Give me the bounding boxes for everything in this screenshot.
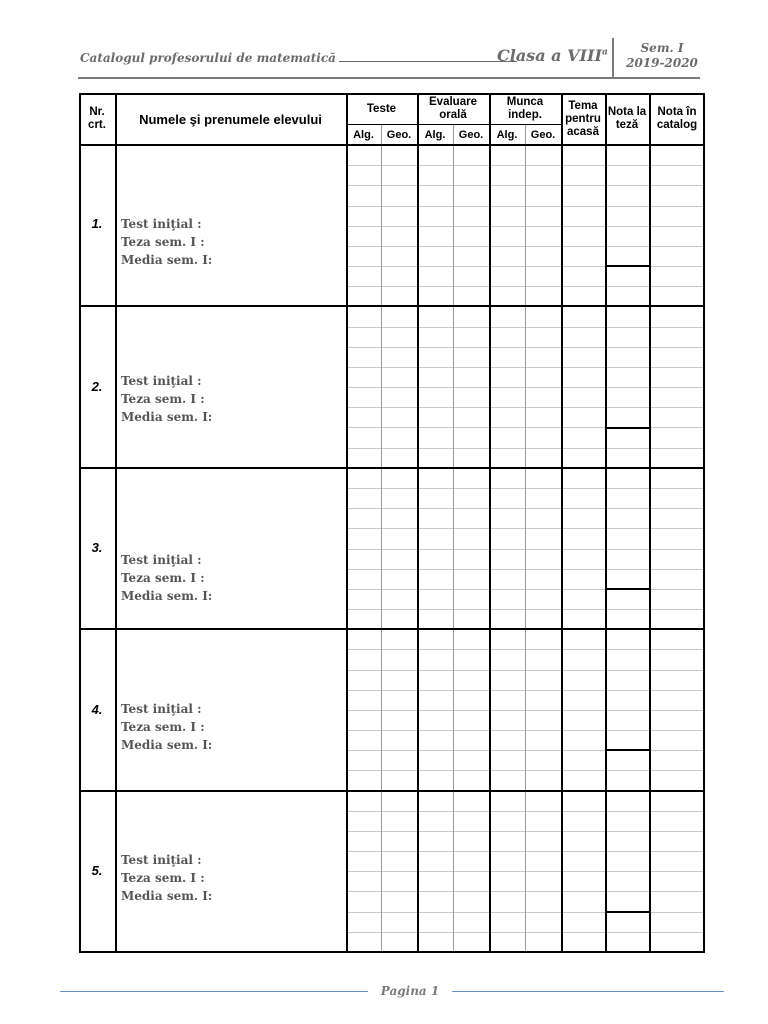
header-teste: Teste — [366, 102, 397, 115]
title-underline — [339, 52, 517, 62]
row-number: 4. — [91, 702, 103, 717]
footer-rule-left — [60, 991, 368, 992]
column-border — [703, 93, 705, 952]
label-teza: Teza sem. I : — [121, 871, 205, 885]
header-student-name: Numele şi prenumele elevului — [139, 111, 322, 127]
row-number: 3. — [91, 540, 103, 555]
semester-info — [622, 41, 702, 71]
row-border — [79, 628, 705, 630]
label-test-initial: Test iniţial : — [121, 374, 202, 388]
column-border — [561, 93, 563, 952]
class-label: Clasa a VIII$^a$ — [497, 46, 608, 65]
sub-header-teste-geo: Geo. — [386, 128, 412, 141]
header-nr-crt: Nr. crt. — [88, 106, 106, 131]
column-border — [79, 93, 81, 952]
subcolumn-divider — [525, 125, 526, 952]
footer-rule-right — [452, 991, 724, 992]
subcolumn-divider — [453, 125, 454, 952]
row-border — [79, 305, 705, 307]
teza-box-divider — [605, 911, 650, 913]
row-number: 1. — [91, 216, 103, 231]
label-test-initial: Test iniţial : — [121, 702, 202, 716]
row-labels — [121, 551, 212, 605]
row-number: 5. — [91, 863, 103, 878]
label-teza: Teza sem. I : — [121, 720, 205, 734]
header-munca-indep: Munca indep. — [506, 96, 544, 121]
label-test-initial: Test iniţial : — [121, 553, 202, 567]
header-tema-acasa: Tema pentru acasă — [565, 99, 601, 138]
class-superscript: a — [601, 47, 608, 58]
label-media: Media sem. I: — [121, 889, 213, 903]
sub-header-evaluare-geo: Geo. — [458, 128, 484, 141]
subcolumn-divider — [381, 125, 382, 952]
catalog-title: Catalogul profesorului de matematică — [80, 51, 517, 65]
label-teza: Teza sem. I : — [121, 571, 205, 585]
teza-box-divider — [605, 749, 650, 751]
label-teza: Teza sem. I : — [121, 392, 205, 406]
teza-box-divider — [605, 265, 650, 267]
label-teza: Teza sem. I : — [121, 235, 205, 249]
column-border — [346, 93, 348, 952]
column-border — [115, 93, 117, 952]
header-separator — [612, 38, 614, 79]
label-test-initial: Test iniţial : — [121, 217, 202, 231]
row-border — [79, 790, 705, 792]
column-border — [489, 93, 491, 952]
semester-label: Sem. I — [640, 41, 684, 55]
column-border — [605, 93, 607, 952]
table-top-border — [79, 93, 705, 95]
label-media: Media sem. I: — [121, 253, 213, 267]
row-number: 2. — [91, 379, 103, 394]
row-labels — [121, 700, 212, 754]
label-media: Media sem. I: — [121, 738, 213, 752]
label-media: Media sem. I: — [121, 410, 213, 424]
teza-box-divider — [605, 588, 650, 590]
subheader-border — [346, 124, 561, 125]
grades-table — [79, 93, 705, 952]
column-border — [649, 93, 651, 952]
row-border — [79, 467, 705, 469]
header-evaluare-orala: Evaluare orală — [429, 96, 477, 121]
label-media: Media sem. I: — [121, 589, 213, 603]
sub-header-munca-geo: Geo. — [530, 128, 556, 141]
sub-header-teste-alg: Alg. — [353, 128, 374, 141]
teza-box-divider — [605, 427, 650, 429]
header-nota-catalog: Nota în catalog — [656, 106, 698, 131]
school-year: 2019-2020 — [626, 56, 698, 70]
row-border — [79, 951, 705, 953]
label-test-initial: Test iniţial : — [121, 853, 202, 867]
column-border — [417, 93, 419, 952]
sub-header-evaluare-alg: Alg. — [424, 128, 446, 141]
sub-header-munca-alg: Alg. — [496, 128, 518, 141]
page-number: Pagina 1 — [380, 984, 440, 998]
header-rule — [78, 77, 700, 79]
row-labels — [121, 851, 212, 905]
header-bottom-border — [79, 144, 705, 146]
row-labels — [121, 215, 212, 269]
row-labels — [121, 372, 212, 426]
header-nota-teza: Nota la teză — [607, 106, 647, 131]
